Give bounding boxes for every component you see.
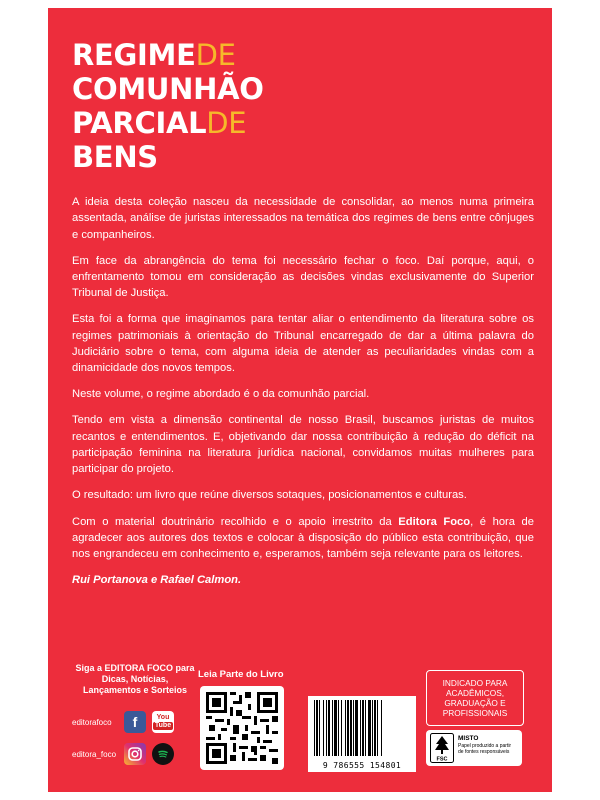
paragraph: O resultado: um livro que reúne diversos sotaques, posicionamentos e culturas. <box>72 489 467 502</box>
paragraph <box>72 514 534 563</box>
fsc-logo-icon <box>430 733 454 763</box>
fsc-misto: MISTO <box>458 735 479 742</box>
barcode-bar <box>353 700 354 756</box>
title-word-accent: DE <box>195 38 236 72</box>
barcode-bar <box>372 700 373 756</box>
barcode-bar <box>326 700 327 756</box>
authors-signature: Rui Portanova e Rafael Calmon. <box>72 574 242 587</box>
barcode-bar <box>377 700 378 756</box>
barcode-bar <box>360 700 361 756</box>
read-sample-label: Leia Parte do Livro <box>198 669 284 680</box>
title-word: REGIME <box>72 38 196 72</box>
barcode-bar <box>345 700 346 756</box>
fsc-text: Papel produzido a partir de fontes responsáveis <box>458 743 512 755</box>
youtube-text: You <box>156 714 170 721</box>
barcode-bar <box>316 700 318 756</box>
publisher-name: Editora Foco <box>398 515 471 528</box>
paragraph: Neste volume, o regime abordado é o da comunhão parcial. <box>72 388 370 401</box>
paragraph: Tendo em vista a dimensão continental de nosso Brasil, buscamos juristas de muitos recantos e entendimentos. E, objetivando dar nossa contribuição à redução do déficit na participação feminina na literatura jurídica nacional, convidamos muitas mulheres para participar do projeto. <box>72 414 534 476</box>
barcode-bar <box>332 700 333 756</box>
paragraph: Esta foi a forma que imaginamos para tentar aliar o entendimento da literatura sobre os regimes patrimoniais à orientação do Tribunal encarregado de dar a última palavra do Judiciário sobre o tema, com alguma ideia de atender as peculiaridades vindas com a dinamicidade dos novos tempos. <box>72 313 534 375</box>
isbn-number: 9 786555 154801 <box>322 761 402 770</box>
barcode-bar <box>381 700 382 756</box>
book-title <box>72 38 264 174</box>
title-word: COMUNHÃO <box>72 72 264 106</box>
social-row-1 <box>72 711 180 733</box>
barcode-bar <box>365 700 366 756</box>
facebook-icon[interactable]: f <box>124 711 146 733</box>
paragraph-text: Com o material doutrinário recolhido e o apoio irrestrito da <box>72 515 399 528</box>
fsc-logo-text: FSC <box>436 756 448 763</box>
barcode-bar <box>362 700 364 756</box>
barcode-bar <box>338 700 339 756</box>
youtube-icon[interactable] <box>152 711 174 733</box>
paragraph-text: , é hora de agradecer aos autores dos textos e colocar à disposição do público esta contribuição, que nos engrandeceu em conhecimento e, esperamos, também seja relevante para os leitores. <box>72 515 535 561</box>
barcode-bar <box>374 700 376 756</box>
spotify-icon[interactable] <box>152 743 174 765</box>
social-row-2 <box>72 743 180 765</box>
qr-code[interactable] <box>200 686 284 770</box>
barcode-bar <box>350 700 352 756</box>
follow-text: Siga a EDITORA FOCO para Dicas, Notícias, Lançamentos e Sorteios <box>75 663 195 695</box>
audience-badge: INDICADO PARA ACADÊMICOS, GRADUAÇÃO E PROFISSIONAIS <box>426 670 524 726</box>
paragraph: Em face da abrangência do tema foi necessário fechar o foco. Daí porque, aqui, o enfrentamento tomou em consideração as decisões vindas exclusivamente do Superior Tribunal de Justiça. <box>72 254 534 300</box>
barcode-bar <box>347 700 349 756</box>
handle-text: editorafoco <box>72 717 112 727</box>
title-word: BENS <box>72 140 158 174</box>
instagram-icon[interactable] <box>124 743 146 765</box>
paragraph: A ideia desta coleção nasceu da necessidade de consolidar, ao menos numa primeira assentada, análise de juristas interessados na temática dos regimes de bens entre cônjuges e companheiros. <box>72 196 534 241</box>
barcode-bar <box>355 700 358 756</box>
barcode-bar <box>368 700 371 756</box>
youtube-text: Tube <box>154 722 172 729</box>
barcode-bar <box>328 700 330 756</box>
barcode-bar <box>334 700 337 756</box>
barcode-bar <box>314 700 315 756</box>
isbn-barcode <box>308 696 416 772</box>
fsc-label <box>426 730 522 766</box>
barcode-bar <box>323 700 324 756</box>
title-word-accent: DE <box>206 106 247 140</box>
title-word: PARCIAL <box>72 106 207 140</box>
synopsis <box>72 194 534 598</box>
barcode-bar <box>319 700 320 756</box>
handle-text: editora_foco <box>72 749 117 759</box>
back-cover <box>48 8 552 792</box>
barcode-bar <box>341 700 342 756</box>
